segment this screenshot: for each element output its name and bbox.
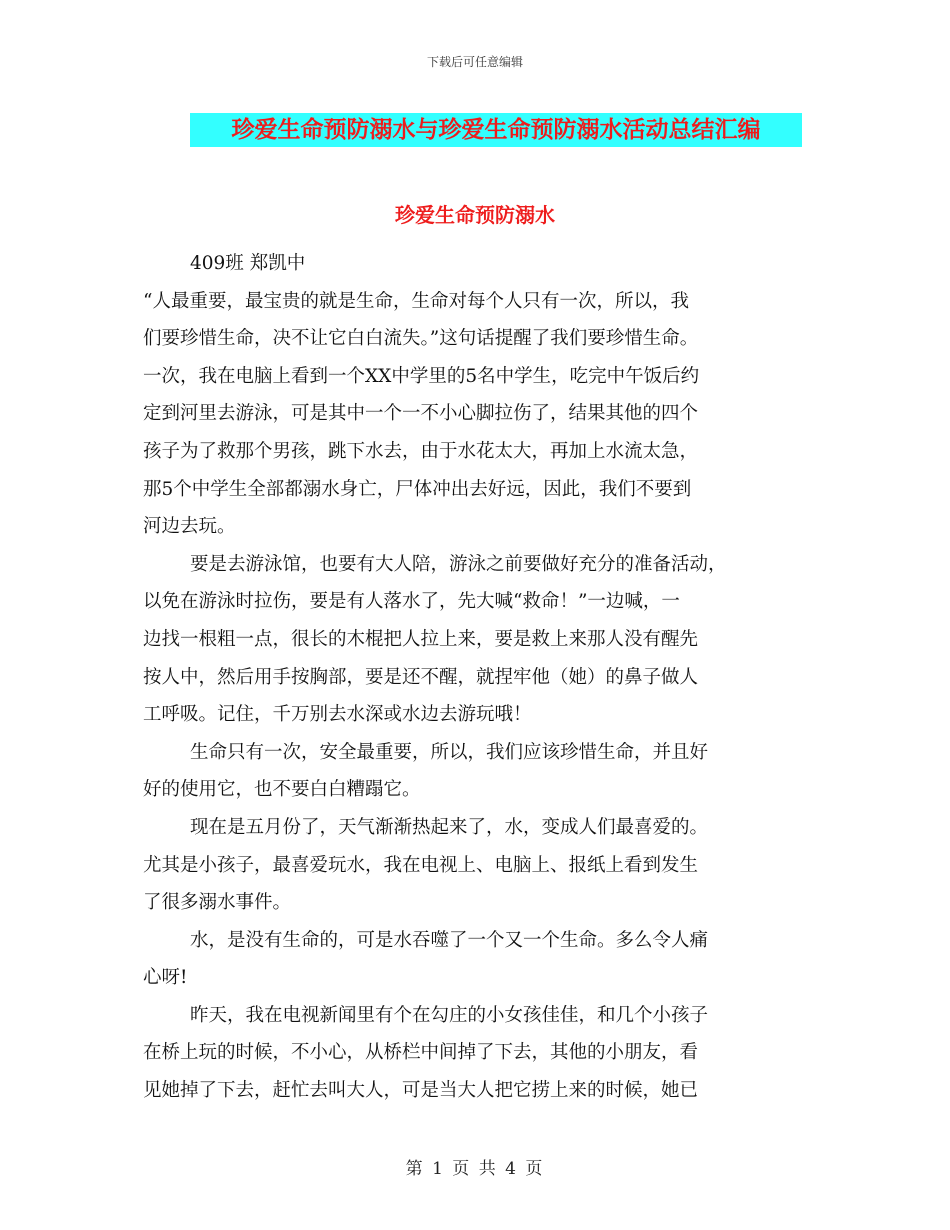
text-line: 河边去玩。 (143, 516, 236, 538)
text-line: “人最重要，最宝贵的就是生命，生命对每个人只有一次，所以，我 (143, 290, 689, 312)
text-line: 工呼吸。记住，千万别去水深或水边去游玩哦！ (143, 704, 532, 726)
text-line: 尤其是小孩子，最喜爱玩水，我在电视上、电脑上、报纸上看到发生 (143, 854, 699, 876)
text-line: 边找一根粗一点，很长的木棍把人拉上来，要是救上来那人没有醒先 (143, 628, 699, 650)
text-line: 孩子为了救那个男孩，跳下水去，由于水花太大，再加上水流太急， (143, 440, 699, 462)
document-title: 珍爱生命预防溺水与珍爱生命预防溺水活动总结汇编 (190, 113, 802, 147)
page-header-note: 下载后可任意编辑 (426, 55, 523, 69)
text-line: 生命只有一次，安全最重要，所以，我们应该珍惜生命，并且好 (190, 741, 709, 763)
text-line: 定到河里去游泳，可是其中一个一不小心脚拉伤了，结果其他的四个 (143, 403, 699, 425)
text-line: 一次，我在电脑上看到一个XX中学里的5名中学生，吃完中午饭后约 (143, 365, 700, 387)
text-line: 在桥上玩的时候，不小心，从桥栏中间掉了下去，其他的小朋友，看 (143, 1042, 699, 1064)
text-line: 了很多溺水事件。 (143, 892, 292, 914)
text-line: 们要珍惜生命，决不让它白白流失。”这句话提醒了我们要珍惜生命。 (143, 328, 699, 350)
author-line: 409班 郑凯中 (190, 253, 306, 274)
text-line: 以免在游泳时拉伤，要是有人落水了，先大喊“救命！”一边喊，一 (143, 591, 680, 613)
article-title: 珍爱生命预防溺水 (395, 203, 555, 227)
article-body (143, 245, 808, 1110)
text-line: 那5个中学生全部都溺水身亡，尸体冲出去好远，因此，我们不要到 (143, 478, 692, 500)
text-line: 按人中，然后用手按胸部，要是还不醒，就捏牢他（她）的鼻子做人 (143, 666, 699, 688)
text-line: 好的使用它，也不要白白糟蹋它。 (143, 779, 421, 801)
text-line: 水，是没有生命的，可是水吞噬了一个又一个生命。多么令人痛 (190, 929, 709, 951)
text-line: 见她掉了下去，赶忙去叫大人，可是当大人把它捞上来的时候，她已 (143, 1080, 699, 1102)
text-line: 昨天，我在电视新闻里有个在勾庄的小女孩佳佳，和几个小孩子 (190, 1004, 709, 1026)
text-line: 要是去游泳馆，也要有大人陪，游泳之前要做好充分的准备活动， (190, 553, 727, 575)
text-line: 心呀! (143, 967, 188, 989)
text-line: 现在是五月份了，天气渐渐热起来了，水，变成人们最喜爱的。 (190, 816, 709, 838)
page-number-footer: 第 1 页 共 4 页 (405, 1159, 545, 1179)
